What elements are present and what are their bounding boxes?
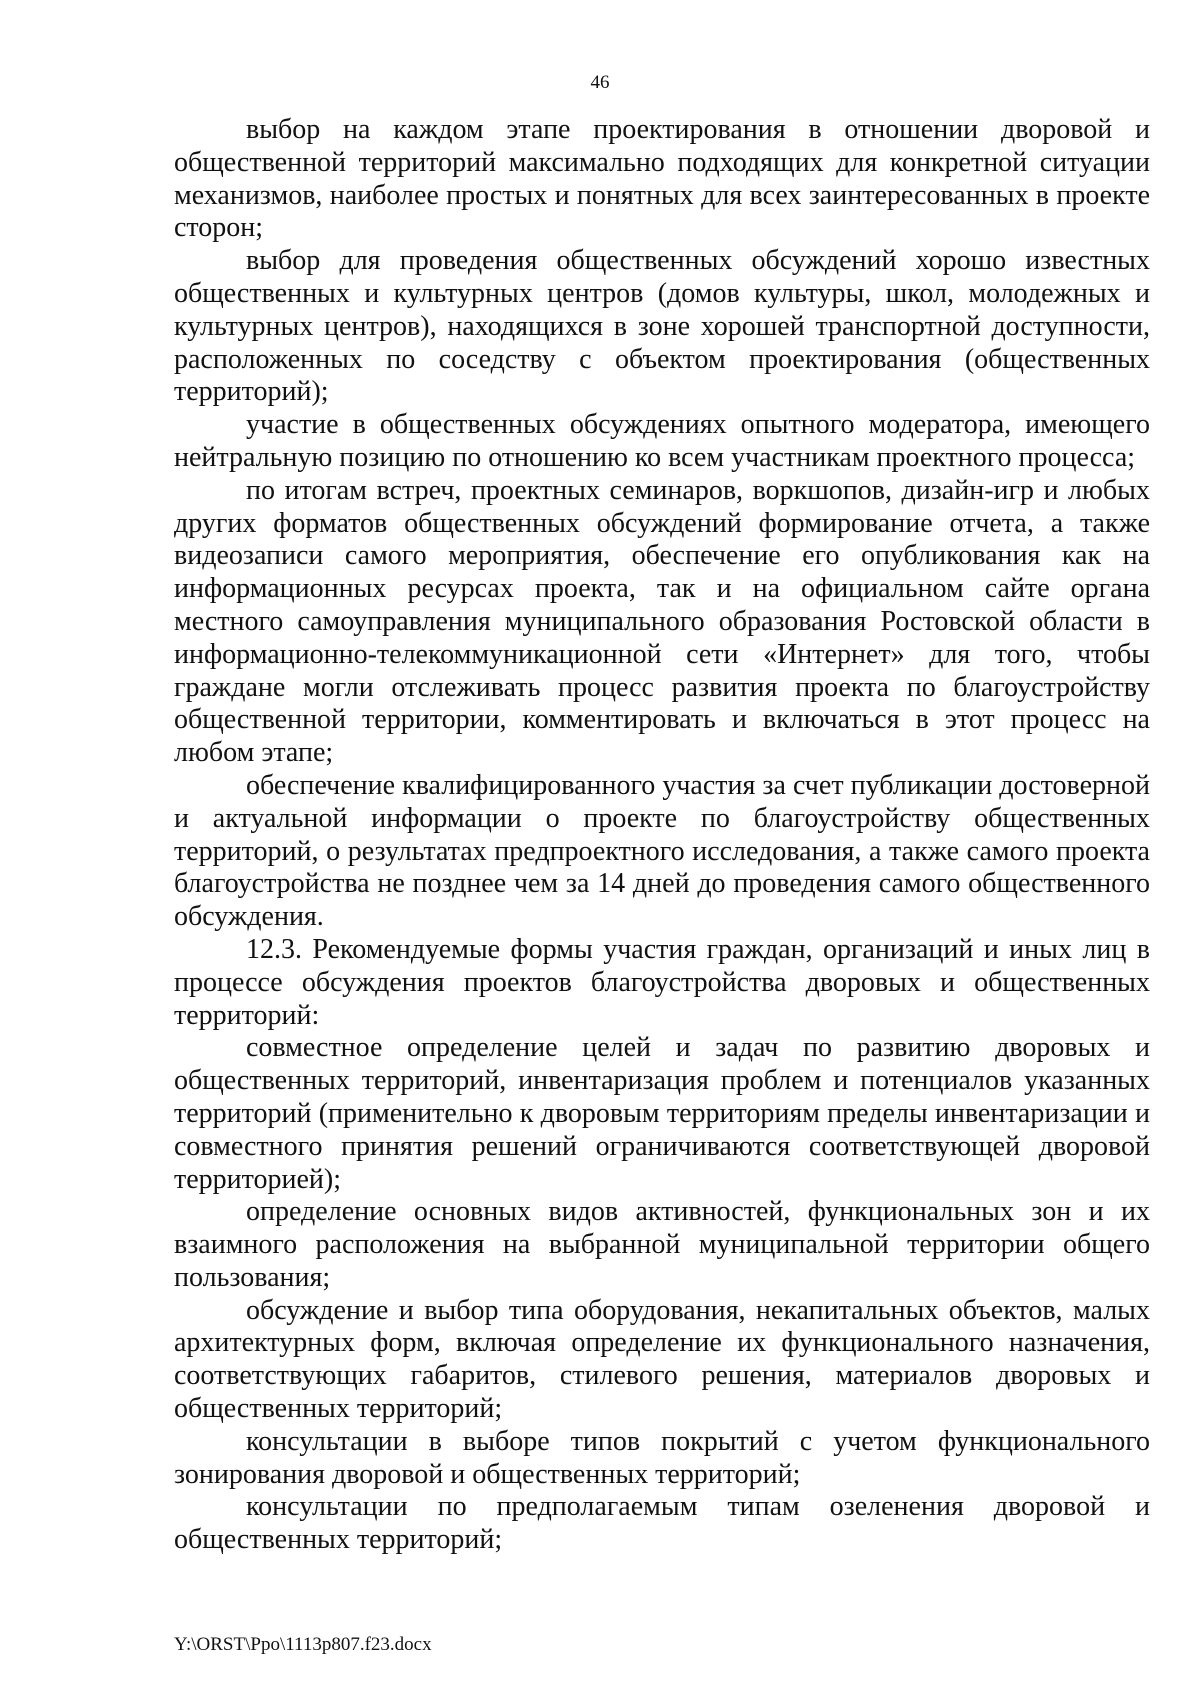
paragraph: консультации по предполагаемым типам озеленения дворовой и общественных территорий; [174,1491,1150,1556]
document-body [174,114,1150,1557]
paragraph: выбор для проведения общественных обсуждений хорошо известных общественных и культурных центров (домов культуры, школ, молодежных и культурных центров), находящихся в зоне хорошей транспортной доступности, расположенных по соседству с объектом проектирования (общественных территорий); [174,245,1150,408]
paragraph: обсуждение и выбор типа оборудования, некапитальных объектов, малых архитектурных форм, включая определение их функционального назначения, соответствующих габаритов, стилевого решения, материалов дворовых и общественных территорий; [174,1294,1150,1425]
page-number: 46 [590,72,610,93]
paragraph: определение основных видов активностей, функциональных зон и их взаимного расположения на выбранной муниципальной территории общего пользования; [174,1196,1150,1293]
footer-file-path: Y:\ORST\Ppo\1113p807.f23.docx [174,1634,432,1655]
section-paragraph-12-3: 12.3. Рекомендуемые формы участия граждан, организаций и иных лиц в процессе обсуждения проектов благоустройства дворовых и общественных территорий: [174,933,1150,1031]
paragraph: участие в общественных обсуждениях опытного модератора, имеющего нейтральную позицию по отношению ко всем участникам проектного процесса; [174,409,1150,473]
paragraph: обеспечение квалифицированного участия за счет публикации достоверной и актуальной информации о проекте по благоустройству общественных территорий, о результатах предпроектного исследования, а также самого проекта благоустройства не позднее чем за 14 дней до проведения самого общественного обсуждения. [174,769,1150,933]
paragraph: выбор на каждом этапе проектирования в отношении дворовой и общественной территорий максимально подходящих для конкретной ситуации механизмов, наиболее простых и понятных для всех заинтересованных в проекте сторон; [174,114,1150,244]
paragraph: консультации в выборе типов покрытий с учетом функционального зонирования дворовой и общественных территорий; [174,1425,1150,1490]
paragraph: совместное определение целей и задач по развитию дворовых и общественных территорий, инвентаризация проблем и потенциалов указанных территорий (применительно к дворовым территориям пределы инвентаризации и совместного принятия решений ограничиваются соответствующей дворовой территорией); [174,1032,1150,1195]
paragraph: по итогам встреч, проектных семинаров, воркшопов, дизайн-игр и любых других форматов общественных обсуждений формирование отчета, а также видеозаписи самого мероприятия, обеспечение его опубликования как на информационных ресурсах проекта, так и на официальном сайте органа местного самоуправления муниципального образования Ростовской области в информационно-телекоммуникационной сети «Интернет» для того, чтобы граждане могли отслеживать процесс развития проекта по благоустройству общественной территории, комментировать и включаться в этот процесс на любом этапе; [174,474,1150,769]
